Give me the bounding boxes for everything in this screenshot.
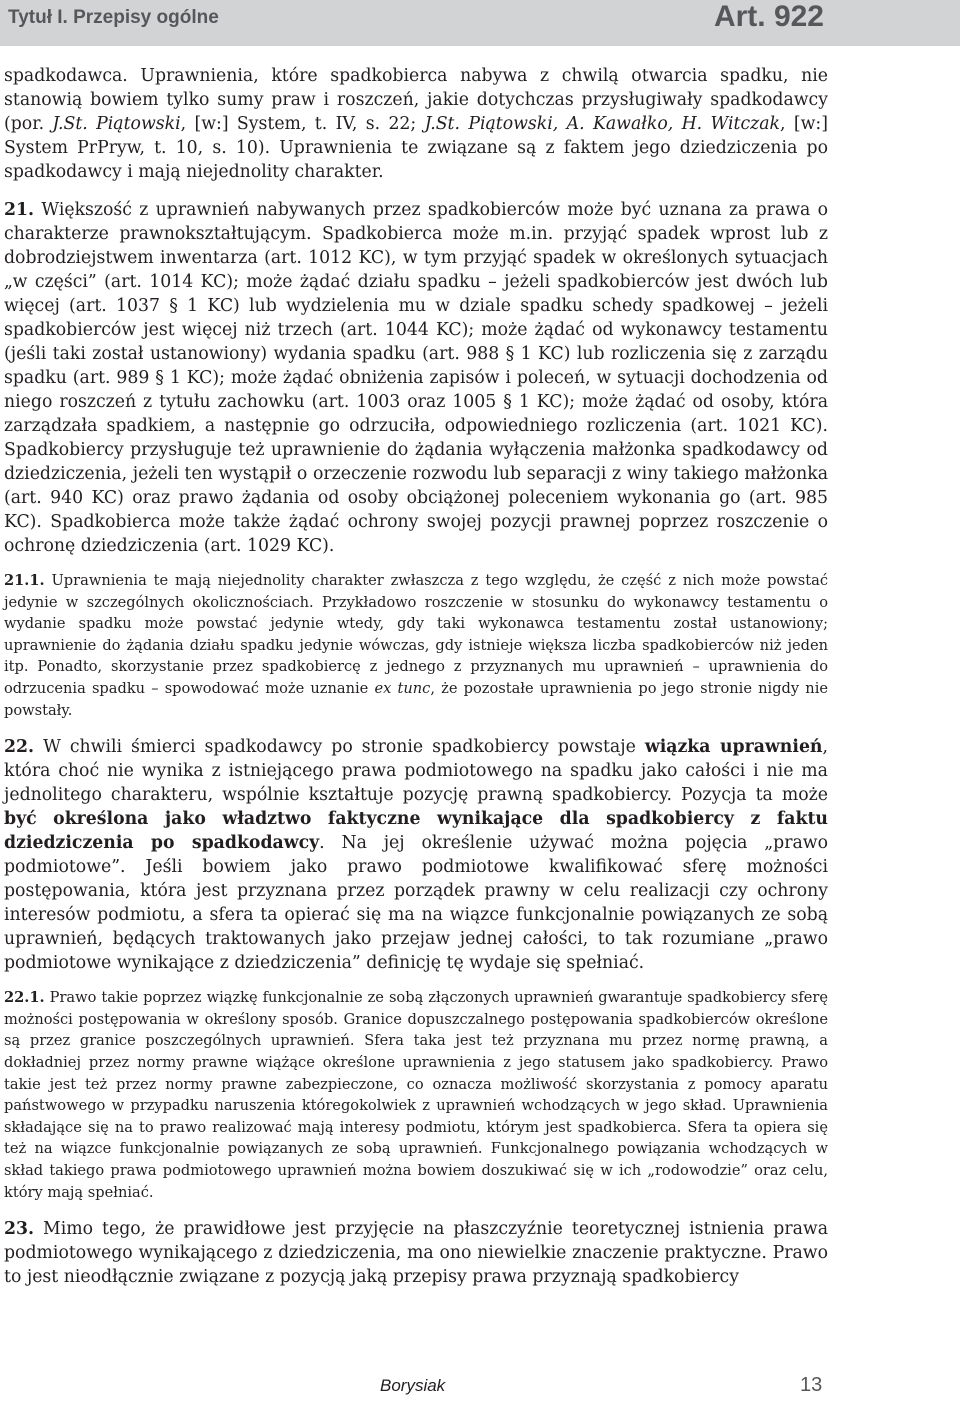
- paragraph-23: [4, 1217, 828, 1289]
- text-run: Mimo tego, że prawidłowe jest przyjęcie na płaszczyźnie teoretycznej istnienia prawa podmiotowego wynikającego z dziedziczenia, ma ono niewielkie znaczenie praktyczne. Prawo to jest nieodłącznie związane z pozycją jaką przepisy prawa przyznają spadkobiercy: [4, 1219, 828, 1288]
- text-run: , [w:] System, t. IV, s. 22;: [180, 114, 425, 134]
- text-run: , [w:] System PrPryw, t. 10, s. 10). Uprawnienia te związane są z faktem jego dziedziczenia po spadkodawcy i mają niejednolity charakter.: [4, 114, 828, 182]
- italic-text: ex tunc: [374, 679, 431, 697]
- text-run: Uprawnienia te mają niejednolity charakter zwłaszcza z tego względu, że część z nich może powstać jedynie w szczególnych okolicznościach. Przykładowo roszczenie w stosunku do wykonawcy testamentu o wydanie spadku może powstać jedynie wtedy, gdy taki wykonawca testamentu został ustanowiony; uprawnienie do żądania działu spadku jedynie wówczas, gdy istnieje większa liczba spadkobierców niż jeden itp. Ponadto, skorzystanie przez spadkobiercę z jednego z przyznanych mu uprawnień – uprawnienia do odrzucenia spadku – spowodować może uznanie: [4, 572, 828, 697]
- header-article-number: Art. 922: [713, 0, 824, 33]
- header-section-title: Tytuł I. Przepisy ogólne: [8, 7, 219, 28]
- paragraph-intro: [4, 64, 828, 184]
- text-body: [4, 64, 828, 1289]
- footer-author: Borysiak: [380, 1376, 446, 1395]
- bold-text: być określona jako władztwo faktyczne wynikające dla spadkobiercy z faktu dziedziczenia po spadkodawcy: [4, 809, 828, 854]
- bold-text: wiązka uprawnień: [644, 737, 823, 758]
- text-run: spadkodawca. Uprawnienia, które spadkobierca nabywa z chwilą otwarcia spadku, nie stanowią bowiem tylko sumy praw i roszczeń, jakie dotychczas przysługiwały spadkodawcy (por.: [4, 66, 828, 134]
- bold-text: 21.1.: [4, 572, 45, 589]
- bold-text: 22.: [4, 737, 35, 758]
- paragraph-22: [4, 735, 828, 975]
- text-run: Prawo takie poprzez wiązkę funkcjonalnie ze sobą złączonych uprawnień gwarantuje spadkobiercy sferę możności postępowania w określony sposób. Granice dopuszczalnego postępowania spadkobierców określone są przez granice poszczególnych uprawnień. Sfera taka jest też przyznana mu przez normę prawną, a dokładniej przez normy prawne wiążące określone uprawnienia z jego statusem jako spadkobiercy. Prawo takie jest też przez normy prawne zabezpieczone, co oznacza możliwość skorzystania z pomocy aparatu państwowego w przypadku naruszenia któregokolwiek z uprawnień wchodzących w jego skład. Uprawnienia składające się na to prawo realizować mają interesy podmiotu, którym jest spadkobierca. Sfera ta opiera się też na wiązce funkcjonalnie powiązanych ze sobą uprawnień. Funkcjonalnego powiązania wchodzących w skład takiego prawa podmiotowego uprawnień można bowiem doszukiwać się w ich „rodowodzie” oraz celu, który mają spełniać.: [4, 989, 828, 1201]
- italic-text: J.St. Piątowski, A. Kawałko, H. Witczak: [424, 114, 781, 134]
- text-run: Większość z uprawnień nabywanych przez spadkobierców może być uznana za prawa o charakterze prawnokształtującym. Spadkobierca może m.in. przyjąć spadek wprost lub z dobrodziejstwem inwentarza (art. 1012 KC), w tym przyjąć spadek w określonych sytuacjach „w części” (art. 1014 KC); może żądać działu spadku – jeżeli spadkobierców jest dwóch lub więcej (art. 1037 § 1 KC) lub wydzielenia mu w dziale spadku schedy spadkowej – jeżeli spadkobierców jest więcej niż trzech (art. 1044 KC); może żądać od wykonawcy testamentu (jeśli taki został ustanowiony) wydania spadku (art. 988 § 1 KC) lub rozliczenia się z zarządu spadku (art. 989 § 1 KC); może żądać obniżenia zapisów i poleceń, w sytuacji dochodzenia od niego roszczeń z tytułu zachowku (art. 1003 oraz 1005 § 1 KC); może żądać od osoby, która zarządzała spadkiem, a następnie go odrzuciła, odpowiedniego rozliczenia (art. 1021 KC). Spadkobiercy przysługuje też uprawnienie do żądania wyłączenia małżonka spadkodawcy od dziedziczenia, jeżeli ten wystąpił o orzeczenie rozwodu lub separacji z winy takiego małżonka (art. 940 KC) oraz prawo żądania od osoby obciążonej poleceniem wykonania go (art. 985 KC). Spadkobierca może także żądać ochrony swojej pozycji prawnej poprzez roszczenie o ochronę dziedziczenia (art. 1029 KC).: [4, 200, 828, 556]
- text-run: , że pozostałe uprawnienia po jego stronie nigdy nie powstały.: [4, 679, 829, 719]
- running-header: [0, 0, 960, 46]
- bold-text: 23.: [4, 1219, 35, 1240]
- bold-text: 22.1.: [4, 989, 45, 1007]
- italic-text: J.St. Piątowski: [52, 114, 181, 134]
- text-run: W chwili śmierci spadkodawcy po stronie spadkobiercy powstaje: [34, 737, 645, 758]
- paragraph-21: [4, 198, 828, 558]
- paragraph-21-1: [4, 570, 828, 721]
- bold-text: 21.: [4, 200, 35, 220]
- text-run: . Na jej określenie używać można pojęcia „prawo podmiotowe”. Jeśli bowiem jako prawo podmiotowe kwalifikować sferę możności postępowania, która jest przyznana przez porządek prawny w celu realizacji czy ochrony interesów podmiotu, a sfera ta opierać się ma na wiązce funkcjonalnie powiązanych ze sobą uprawnień, będących traktowanych jako przejaw jednej całości, to tak rozumiane „prawo podmiotowe wynikające z dziedziczenia” definicję tę wydaje się spełniać.: [4, 833, 828, 974]
- page-number: 13: [800, 1374, 823, 1396]
- text-run: , która choć nie wynika z istniejącego prawa podmiotowego na spadku jako całości i nie ma jednolitego charakteru, wspólnie kształtuje pozycję prawną spadkobiercy. Pozycja ta może: [4, 737, 828, 806]
- paragraph-22-1: [4, 987, 828, 1203]
